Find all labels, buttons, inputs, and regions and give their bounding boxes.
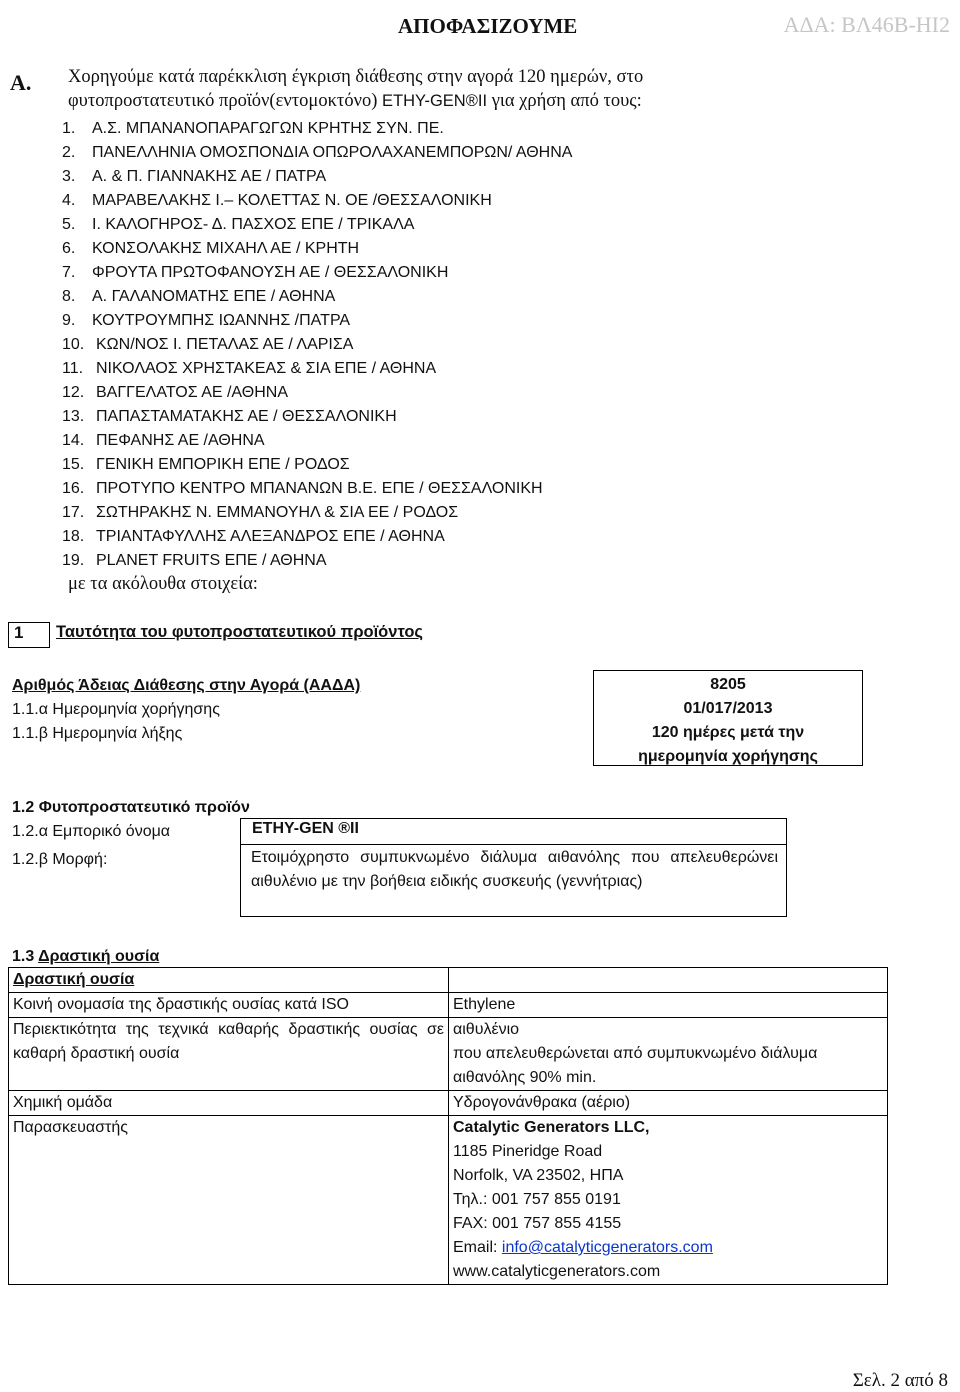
list-item-number: 19. — [62, 552, 85, 569]
list-item-name: ΚΟΝΣΟΛΑΚΗΣ ΜΙΧΑΗΛ ΑΕ / ΚΡΗΤΗ — [92, 240, 360, 257]
list-item-number: 2. — [62, 144, 76, 161]
table-header-cell — [9, 968, 449, 993]
list-item-name: Ι. ΚΑΛΟΓΗΡΟΣ- Δ. ΠΑΣΧΟΣ ΕΠΕ / ΤΡΙΚΑΛΑ — [92, 216, 415, 233]
chemical-group-value: Υδρογονάνθρακα (αέριο) — [449, 1091, 888, 1116]
list-item — [62, 141, 572, 165]
list-item — [62, 213, 572, 237]
chemical-group-label: Χημική ομάδα — [9, 1091, 449, 1116]
list-item-name: ΠΑΝΕΛΛΗΝΙΑ ΟΜΟΣΠΟΝΔΙΑ ΟΠΩΡΟΛΑΧΑΝΕΜΠΟΡΩΝ/ ΑΘΗΝΑ — [92, 144, 573, 161]
list-item — [62, 381, 572, 405]
manufacturer-phone: Τηλ.: 001 757 855 0191 — [453, 1191, 621, 1208]
table-row — [9, 993, 888, 1018]
list-item-name: ΜΑΡΑΒΕΛΑΚΗΣ Ι.– ΚΟΛΕΤΤΑΣ Ν. ΟΕ /ΘΕΣΣΑΛΟΝΙΚΗ — [92, 192, 492, 209]
list-item — [62, 117, 572, 141]
table-row — [9, 1091, 888, 1116]
content-label: Περιεκτικότητα της τεχνικά καθαρής δραστικής ουσίας σε καθαρή δραστική ουσία — [9, 1018, 449, 1091]
list-item-number: 3. — [62, 168, 76, 185]
manufacturer-city: Norfolk, VA 23502, ΗΠΑ — [453, 1167, 624, 1184]
list-item-number: 18. — [62, 528, 85, 545]
list-item-number: 4. — [62, 192, 76, 209]
list-item-name: ΦΡΟΥΤΑ ΠΡΩΤΟΦΑΝΟΥΣΗ ΑΕ / ΘΕΣΣΑΛΟΝΙΚΗ — [92, 264, 449, 281]
list-item-number: 17. — [62, 504, 85, 521]
section-a-intro — [68, 65, 788, 113]
grant-date: 01/017/2013 — [683, 700, 773, 717]
list-item-name: Α.Σ. ΜΠΑΝΑΝΟΠΑΡΑΓΩΓΩΝ ΚΡΗΤΗΣ ΣΥΝ. ΠΕ. — [92, 120, 444, 137]
list-item-number: 5. — [62, 216, 76, 233]
expiry-line-1: 120 ημέρες μετά την — [651, 724, 805, 741]
list-item-number: 1. — [62, 120, 76, 137]
trade-name: ETHY-GEN ®II — [252, 820, 359, 837]
list-item — [62, 309, 572, 333]
company-list — [62, 117, 572, 573]
list-item — [62, 405, 572, 429]
product-section-title: 1.2 Φυτοπροστατευτικό προϊόν — [12, 799, 250, 816]
license-number-label: Αριθμός Άδειας Διάθεσης στην Αγορά (ΑΑΔΑ) — [12, 677, 361, 694]
list-item — [62, 477, 572, 501]
page-number: Σελ. 2 από 8 — [852, 1370, 948, 1391]
list-item-number: 10. — [62, 336, 85, 353]
intro-text-1: Χορηγούμε κατά παρέκκλιση έγκριση διάθεσης στην αγορά 120 ημερών, στο φυτοπροστατευτικό προϊόν(εντομοκτόνο) — [68, 67, 644, 111]
email-label: Email: — [453, 1239, 498, 1256]
intro-text-2: για χρήση από τους: — [491, 91, 642, 111]
active-substance-section-label: Δραστική ουσία — [38, 948, 160, 965]
list-item — [62, 165, 572, 189]
ada-code: ΑΔΑ: ΒΛ46Β-ΗΙ2 — [783, 12, 950, 37]
email-link[interactable]: info@catalyticgenerators.com — [501, 1239, 713, 1256]
manufacturer-fax: FAX: 001 757 855 4155 — [453, 1215, 622, 1232]
list-item — [62, 237, 572, 261]
following-details-text: με τα ακόλουθα στοιχεία: — [68, 574, 258, 594]
list-item — [62, 525, 572, 549]
table-row — [9, 1018, 888, 1091]
active-substance-section-title — [12, 945, 159, 969]
active-substance-table — [8, 967, 888, 1285]
list-item-number: 16. — [62, 480, 85, 497]
list-item-name: ΒΑΓΓΕΛΑΤΟΣ ΑΕ /ΑΘΗΝΑ — [96, 384, 288, 401]
decision-heading: ΑΠΟΦΑΣΙΖΟΥΜΕ — [398, 14, 578, 38]
list-item — [62, 189, 572, 213]
list-item-name: ΚΩΝ/ΝΟΣ Ι. ΠΕΤΑΛΑΣ ΑΕ / ΛΑΡΙΣΑ — [96, 336, 354, 353]
list-item-number: 15. — [62, 456, 85, 473]
section-number: 1 — [14, 623, 24, 642]
active-substance-section-number: 1.3 — [12, 948, 35, 965]
list-item-number: 13. — [62, 408, 85, 425]
trade-name-label: 1.2.α Εμπορικό όνομα — [12, 823, 171, 840]
list-item — [62, 549, 572, 573]
list-item-number: 9. — [62, 312, 76, 329]
manufacturer-value — [449, 1116, 888, 1285]
list-item-number: 11. — [62, 360, 84, 377]
list-item-name: PLANET FRUITS ΕΠΕ / ΑΘΗΝΑ — [96, 552, 327, 569]
iso-name-value: Ethylene — [449, 993, 888, 1018]
table-cell — [449, 968, 888, 993]
list-item — [62, 453, 572, 477]
manufacturer-website: www.catalyticgenerators.com — [453, 1263, 661, 1280]
content-value-line-2: που απελευθερώνεται από συμπυκνωμένο διάλυμα αιθανόλης 90% min. — [453, 1045, 818, 1086]
list-item-number: 8. — [62, 288, 76, 305]
list-item-name: ΠΑΠΑΣΤΑΜΑΤΑΚΗΣ ΑΕ / ΘΕΣΣΑΛΟΝΙΚΗ — [96, 408, 397, 425]
table-row — [9, 968, 888, 993]
list-item-name: ΝΙΚΟΛΑΟΣ ΧΡΗΣΤΑΚΕΑΣ & ΣΙΑ ΕΠΕ / ΑΘΗΝΑ — [96, 360, 437, 377]
list-item-name: ΤΡΙΑΝΤΑΦΥΛΛΗΣ ΑΛΕΞΑΝΔΡΟΣ ΕΠΕ / ΑΘΗΝΑ — [96, 528, 445, 545]
manufacturer-label: Παρασκευαστής — [9, 1116, 449, 1285]
list-item-name: ΠΡΟΤΥΠΟ ΚΕΝΤΡΟ ΜΠΑΝΑΝΩΝ Β.Ε. ΕΠΕ / ΘΕΣΣΑΛΟΝΙΚΗ — [96, 480, 543, 497]
expiry-line-2: ημερομηνία χορήγησης — [638, 748, 818, 765]
iso-name-label: Κοινή ονομασία της δραστικής ουσίας κατά ISO — [9, 993, 449, 1018]
license-number: 8205 — [710, 676, 746, 693]
list-item-name: ΓΕΝΙΚΗ ΕΜΠΟΡΙΚΗ ΕΠΕ / ΡΟΔΟΣ — [96, 456, 350, 473]
content-value — [449, 1018, 888, 1091]
list-item — [62, 501, 572, 525]
form-label: 1.2.β Μορφή: — [12, 851, 108, 868]
list-item — [62, 429, 572, 453]
list-item — [62, 357, 572, 381]
grant-date-label: 1.1.α Ημερομηνία χορήγησης — [12, 701, 220, 718]
expiry-date-label: 1.1.β Ημερομηνία λήξης — [12, 725, 183, 742]
list-item-name: ΣΩΤΗΡΑΚΗΣ Ν. ΕΜΜΑΝΟΥΗΛ & ΣΙΑ ΕΕ / ΡΟΔΟΣ — [96, 504, 459, 521]
list-item-name: Α. ΓΑΛΑΝΟΜΑΤΗΣ ΕΠΕ / ΑΘΗΝΑ — [92, 288, 336, 305]
list-item — [62, 333, 572, 357]
list-item-number: 7. — [62, 264, 76, 281]
form-description: Ετοιμόχρηστο συμπυκνωμένο διάλυμα αιθανόλης που απελευθερώνει αιθυλένιο με την βοήθεια ειδικής συσκευής (γεννήτριας) — [251, 849, 778, 890]
list-item-number: 12. — [62, 384, 85, 401]
list-item-name: ΚΟΥΤΡΟΥΜΠΗΣ ΙΩΑΝΝΗΣ /ΠΑΤΡΑ — [92, 312, 351, 329]
manufacturer-email-line — [453, 1236, 883, 1260]
content-value-line-1: αιθυλένιο — [453, 1021, 520, 1038]
table-row — [9, 1116, 888, 1285]
list-item-number: 14. — [62, 432, 85, 449]
manufacturer-name: Catalytic Generators LLC, — [453, 1119, 650, 1136]
list-item-number: 6. — [62, 240, 76, 257]
manufacturer-street: 1185 Pineridge Road — [453, 1143, 603, 1160]
list-item-name: Α. & Π. ΓΙΑΝΝΑΚΗΣ ΑΕ / ΠΑΤΡΑ — [92, 168, 327, 185]
list-item — [62, 261, 572, 285]
list-item-name: ΠΕΦΑΝΗΣ ΑΕ /ΑΘΗΝΑ — [96, 432, 265, 449]
product-name-inline: ETHY-GEN®II — [381, 92, 488, 110]
table-header: Δραστική ουσία — [13, 971, 135, 988]
section-a-letter: Α. — [10, 70, 32, 95]
license-info-box — [593, 670, 863, 766]
list-item — [62, 285, 572, 309]
section-title: Ταυτότητα του φυτοπροστατευτικού προϊόντος — [56, 623, 424, 641]
